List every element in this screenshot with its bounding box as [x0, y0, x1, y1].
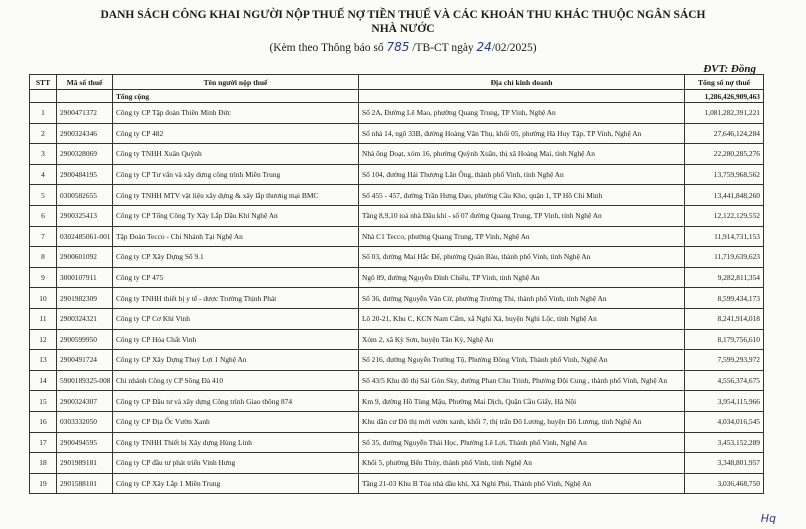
table-row [30, 391, 764, 412]
total-label: Tổng cộng [113, 90, 359, 103]
table-row [30, 453, 764, 474]
row-address: Ngõ 89, đường Nguyễn Đình Chiểu, TP Vinh, tỉnh Nghệ An [359, 267, 685, 288]
table-row [30, 205, 764, 226]
row-address: Số 2A, Đường Lê Mao, phường Quang Trung, TP Vinh, Nghệ An [359, 103, 685, 124]
row-taxpayer-name: Công ty CP Tập đoàn Thiên Minh Đức [113, 103, 359, 124]
row-address: Tầng 8,9,10 toà nhà Dầu khí - số 07 đường Quang Trung, TP Vinh, tỉnh Nghệ An [359, 205, 685, 226]
table-row [30, 247, 764, 268]
table-row [30, 473, 764, 494]
row-taxpayer-name: Công ty CP Xây Lắp 1 Miền Trung [113, 473, 359, 494]
row-total-debt: 7,599,293,972 [685, 350, 764, 371]
row-stt: 16 [30, 411, 57, 432]
table-row [30, 103, 764, 124]
table-row [30, 411, 764, 432]
row-address: Số 216, đường Nguyễn Trường Tộ, Phường Đông Vĩnh, Thành phố Vinh, Nghệ An [359, 350, 685, 371]
row-total-debt: 22,280,285,276 [685, 144, 764, 165]
subtitle-suffix: /02/2025) [491, 42, 537, 54]
row-stt: 1 [30, 103, 57, 124]
row-stt: 13 [30, 350, 57, 371]
row-tax-code: 3000107911 [57, 267, 113, 288]
row-tax-code: 0303332050 [57, 411, 113, 432]
row-total-debt: 27,646,124,284 [685, 123, 764, 144]
row-address: Nhà ông Doạt, xóm 16, phường Quỳnh Xuân, thị xã Hoàng Mai, tỉnh Nghệ An [359, 144, 685, 165]
row-taxpayer-name: Công ty CP đầu tư phát triển Vinh Hưng [113, 453, 359, 474]
row-stt: 12 [30, 329, 57, 350]
row-tax-code: 2900325413 [57, 205, 113, 226]
row-stt: 19 [30, 473, 57, 494]
row-stt: 9 [30, 267, 57, 288]
row-total-debt: 13,759,968,562 [685, 164, 764, 185]
row-taxpayer-name: Công ty CP Địa Ốc Vườn Xanh [113, 411, 359, 432]
table-row [30, 226, 764, 247]
table-row [30, 267, 764, 288]
table-row [30, 308, 764, 329]
row-total-debt: 1,081,282,391,221 [685, 103, 764, 124]
row-total-debt: 12,122,129,552 [685, 205, 764, 226]
tax-debt-table [29, 74, 764, 494]
table-row [30, 329, 764, 350]
row-stt: 6 [30, 205, 57, 226]
row-stt: 5 [30, 185, 57, 206]
row-address: Số 455 - 457, đường Trần Hưng Đạo, phường Cầu Kho, quận 1, TP Hồ Chí Minh [359, 185, 685, 206]
document-title [0, 8, 806, 36]
row-stt: 14 [30, 370, 57, 391]
row-taxpayer-name: Tập Đoàn Tecco - Chi Nhánh Tại Nghệ An [113, 226, 359, 247]
table-row [30, 350, 764, 371]
title-line-2: NHÀ NƯỚC [371, 23, 435, 35]
table-row [30, 164, 764, 185]
notice-number: 785 [386, 40, 410, 54]
subtitle-mid: /TB-CT ngày [412, 42, 474, 54]
row-address: Số nhà 14, ngõ 33B, đường Hoàng Văn Thụ, khối 05, phường Hà Huy Tập, TP Vinh, Nghệ An [359, 123, 685, 144]
row-tax-code: 2901989181 [57, 453, 113, 474]
row-stt: 11 [30, 308, 57, 329]
row-taxpayer-name: Công ty CP 482 [113, 123, 359, 144]
row-tax-code: 2900324307 [57, 391, 113, 412]
table-row [30, 432, 764, 453]
notice-day: 24 [476, 40, 492, 54]
row-taxpayer-name: Công ty TNHH MTV vật liệu xây dựng & xây lắp thương mại BMC [113, 185, 359, 206]
row-stt: 2 [30, 123, 57, 144]
row-address: Số 03, đường Mai Hắc Đế, phường Quán Bàu, thành phố Vinh, tỉnh Nghệ An [359, 247, 685, 268]
row-tax-code: 5900189325-008 [57, 370, 113, 391]
row-tax-code: 0302485061-001 [57, 226, 113, 247]
row-taxpayer-name: Công ty CP Hóa Chất Vinh [113, 329, 359, 350]
row-address: Số 43/5 Khu đô thị Sài Gòn Sky, đường Phan Chu Trinh, Phường Đội Cung , thành phố Vinh, Nghệ An [359, 370, 685, 391]
row-stt: 7 [30, 226, 57, 247]
row-taxpayer-name: Công ty CP Tư vấn và xây dựng công trình Miền Trung [113, 164, 359, 185]
row-address: Nhà C1 Tecco, phường Quang Trung, TP Vinh, Nghệ An [359, 226, 685, 247]
row-total-debt: 3,453,152,289 [685, 432, 764, 453]
row-address: Km 9, đường Hồ Tùng Mậu, Phường Mai Dịch, Quận Cầu Giấy, Hà Nội [359, 391, 685, 412]
row-taxpayer-name: Công ty CP Xây Dựng Số 9.1 [113, 247, 359, 268]
row-stt: 10 [30, 288, 57, 309]
currency-unit: ĐVT: Đồng [703, 63, 756, 75]
row-taxpayer-name: Công ty TNHH thiết bị y tế - dược Trường Thịnh Phát [113, 288, 359, 309]
total-row [30, 90, 764, 103]
table-row [30, 185, 764, 206]
col-header-address: Địa chỉ kinh doanh [359, 75, 685, 90]
col-header-total-debt: Tổng số nợ thuế [685, 75, 764, 90]
row-total-debt: 11,719,639,623 [685, 247, 764, 268]
row-total-debt: 8,599,434,173 [685, 288, 764, 309]
row-stt: 4 [30, 164, 57, 185]
row-stt: 17 [30, 432, 57, 453]
table-row [30, 123, 764, 144]
row-address: Khu dân cư Đô thị mới vườn xanh, khối 7, thị trấn Đô Lương, huyện Đô Lương, tỉnh Nghệ An [359, 411, 685, 432]
row-tax-code: 2900484195 [57, 164, 113, 185]
table-header-row [30, 75, 764, 90]
row-taxpayer-name: Công ty TNHH Xuân Quỳnh [113, 144, 359, 165]
row-total-debt: 3,954,115,966 [685, 391, 764, 412]
row-tax-code: 2900491724 [57, 350, 113, 371]
row-total-debt: 4,556,374,675 [685, 370, 764, 391]
row-tax-code: 2900324346 [57, 123, 113, 144]
row-taxpayer-name: Công ty CP Cơ Khí Vinh [113, 308, 359, 329]
table-row [30, 370, 764, 391]
row-address: Xóm 2, xã Kỳ Sơn, huyện Tân Kỳ, Nghệ An [359, 329, 685, 350]
row-taxpayer-name: Công ty CP Đầu tư và xây dựng Công trình Giao thông 874 [113, 391, 359, 412]
row-taxpayer-name: Chi nhánh Công ty CP Sông Đà 410 [113, 370, 359, 391]
col-header-stt: STT [30, 75, 57, 90]
row-taxpayer-name: Công ty CP Xây Dựng Thuỷ Lợi 1 Nghệ An [113, 350, 359, 371]
row-taxpayer-name: Công ty TNHH Thiết bị Xây dựng Hùng Linh [113, 432, 359, 453]
row-total-debt: 4,034,016,545 [685, 411, 764, 432]
col-header-taxpayer-name: Tên người nộp thuế [113, 75, 359, 90]
total-value: 1,286,426,909,463 [685, 90, 764, 103]
row-total-debt: 8,241,914,018 [685, 308, 764, 329]
row-tax-code: 2901588101 [57, 473, 113, 494]
row-taxpayer-name: Công ty CP 475 [113, 267, 359, 288]
row-total-debt: 8,179,756,610 [685, 329, 764, 350]
row-address: Lô 20-21, Khu C, KCN Nam Cấm, xã Nghi Xá, huyện Nghi Lộc, tỉnh Nghệ An [359, 308, 685, 329]
document-subtitle [0, 40, 806, 54]
subtitle-prefix: (Kèm theo Thông báo số [269, 42, 384, 54]
row-address: Khối 5, phường Bến Thủy, thành phố Vinh, tỉnh Nghệ An [359, 453, 685, 474]
table-row [30, 288, 764, 309]
row-total-debt: 3,036,468,750 [685, 473, 764, 494]
row-address: Số 36, đường Nguyễn Văn Cừ, phường Trường Thi, thành phố Vinh, tỉnh Nghệ An [359, 288, 685, 309]
row-tax-code: 2900599950 [57, 329, 113, 350]
row-total-debt: 3,348,801,957 [685, 453, 764, 474]
table-row [30, 144, 764, 165]
title-line-1: DANH SÁCH CÔNG KHAI NGƯỜI NỘP THUẾ NỢ TIỀN THUẾ VÀ CÁC KHOẢN THU KHÁC THUỘC NGÂN SÁCH [100, 9, 706, 21]
row-stt: 8 [30, 247, 57, 268]
row-address: Số 35, đường Nguyễn Thái Học, Phường Lê Lợi, Thành phố Vinh, Nghệ An [359, 432, 685, 453]
handwritten-initials: Hq [760, 512, 776, 525]
row-stt: 15 [30, 391, 57, 412]
row-tax-code: 2900494595 [57, 432, 113, 453]
row-tax-code: 2901982309 [57, 288, 113, 309]
row-tax-code: 2900324321 [57, 308, 113, 329]
row-total-debt: 9,282,811,354 [685, 267, 764, 288]
row-total-debt: 13,441,848,260 [685, 185, 764, 206]
row-total-debt: 11,914,731,153 [685, 226, 764, 247]
row-address: Tầng 21-03 Khu B Tòa nhà dầu khí, Xã Nghi Phú, Thành phố Vinh, Nghệ An [359, 473, 685, 494]
row-taxpayer-name: Công ty CP Tổng Công Ty Xây Lắp Dầu Khí Nghệ An [113, 205, 359, 226]
row-tax-code: 2900328069 [57, 144, 113, 165]
row-tax-code: 2900601092 [57, 247, 113, 268]
row-stt: 18 [30, 453, 57, 474]
row-address: Số 104, đường Hải Thượng Lãn Ông, thành phố Vinh, tỉnh Nghệ An [359, 164, 685, 185]
row-tax-code: 0300582655 [57, 185, 113, 206]
row-tax-code: 2900471372 [57, 103, 113, 124]
col-header-tax-code: Mã số thuế [57, 75, 113, 90]
row-stt: 3 [30, 144, 57, 165]
